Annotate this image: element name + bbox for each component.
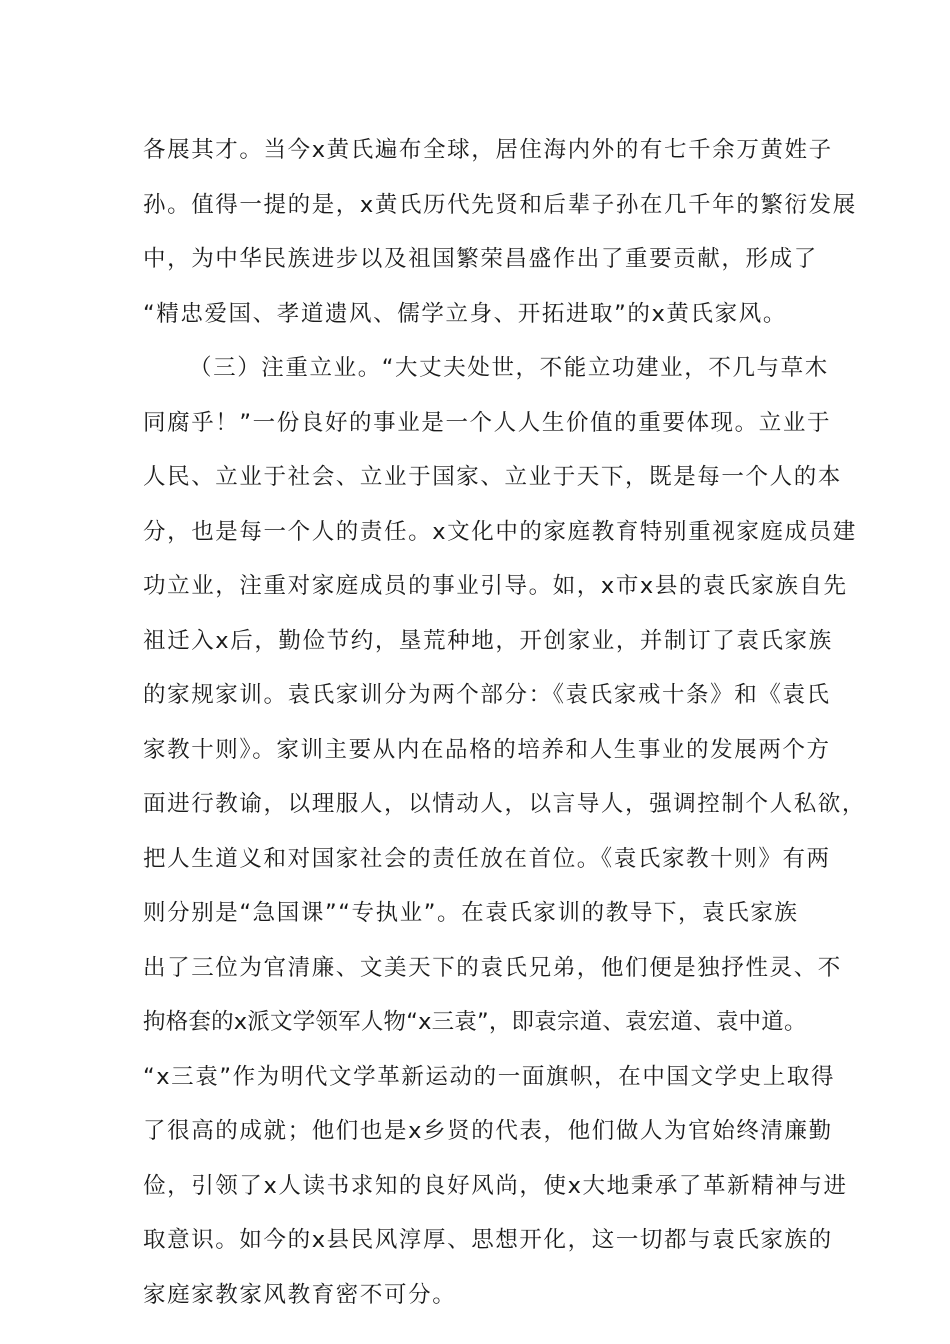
text-line: 各展其才。当今x黄氏遍布全球，居住海内外的有七千余万黄姓子 bbox=[143, 137, 833, 163]
text-line: 同腐乎！”一份良好的事业是一个人人生价值的重要体现。立业于 bbox=[143, 409, 832, 436]
text-line: “精忠爱国、孝道遗风、儒学立身、开拓进取”的x黄氏家风。 bbox=[143, 300, 787, 327]
text-line: 拘格套的x派文学领军人物“x三袁”，即袁宗道、袁宏道、袁中道。 bbox=[143, 1009, 807, 1035]
paragraph-start-line: （三）注重立业。“大丈夫处世，不能立功建业，不几与草木 bbox=[189, 355, 829, 381]
text-line: 祖迁入x后，勤俭节约，垦荒种地，开创家业，并制订了袁氏家族 bbox=[143, 627, 833, 654]
document-body bbox=[143, 128, 867, 1327]
text-line: 俭，引领了x人读书求知的良好风尚，使x大地秉承了革新精神与进 bbox=[143, 1172, 848, 1199]
text-line: 了很高的成就；他们也是x乡贤的代表，他们做人为官始终清廉勤 bbox=[143, 1118, 833, 1144]
text-line: 出了三位为官清廉、文美天下的袁氏兄弟，他们便是独抒性灵、不 bbox=[143, 954, 842, 981]
text-line: 的家规家训。袁氏家训分为两个部分：《袁氏家戒十条》和《袁氏 bbox=[143, 682, 831, 708]
text-line: 孙。值得一提的是，x黄氏历代先贤和后辈子孙在几千年的繁衍发展 bbox=[143, 191, 857, 218]
text-line: 则分别是“急国课”“专执业”。在袁氏家训的教导下，袁氏家族 bbox=[143, 900, 799, 926]
text-line: 功立业，注重对家庭成员的事业引导。如，x市x县的袁氏家族自先 bbox=[143, 573, 848, 599]
text-line: 把人生道义和对国家社会的责任放在首位。《袁氏家教十则》有两 bbox=[143, 845, 831, 872]
text-line: 家庭家教家风教育密不可分。 bbox=[143, 1281, 457, 1308]
text-line: 面进行教谕，以理服人，以情动人，以言导人，强调控制个人私欲， bbox=[143, 791, 867, 817]
text-line: 人民、立业于社会、立业于国家、立业于天下，既是每一个人的本 bbox=[143, 464, 842, 490]
text-line: “x三袁”作为明代文学革新运动的一面旗帜，在中国文学史上取得 bbox=[143, 1063, 836, 1090]
text-line: 取意识。如今的x县民风淳厚、思想开化，这一切都与袁氏家族的 bbox=[143, 1227, 833, 1253]
text-line: 中，为中华民族进步以及祖国繁荣昌盛作出了重要贡献，形成了 bbox=[143, 246, 818, 272]
text-line: 家教十则》。家训主要从内在品格的培养和人生事业的发展两个方 bbox=[143, 736, 831, 763]
text-line: 分，也是每一个人的责任。x文化中的家庭教育特别重视家庭成员建 bbox=[143, 518, 857, 545]
